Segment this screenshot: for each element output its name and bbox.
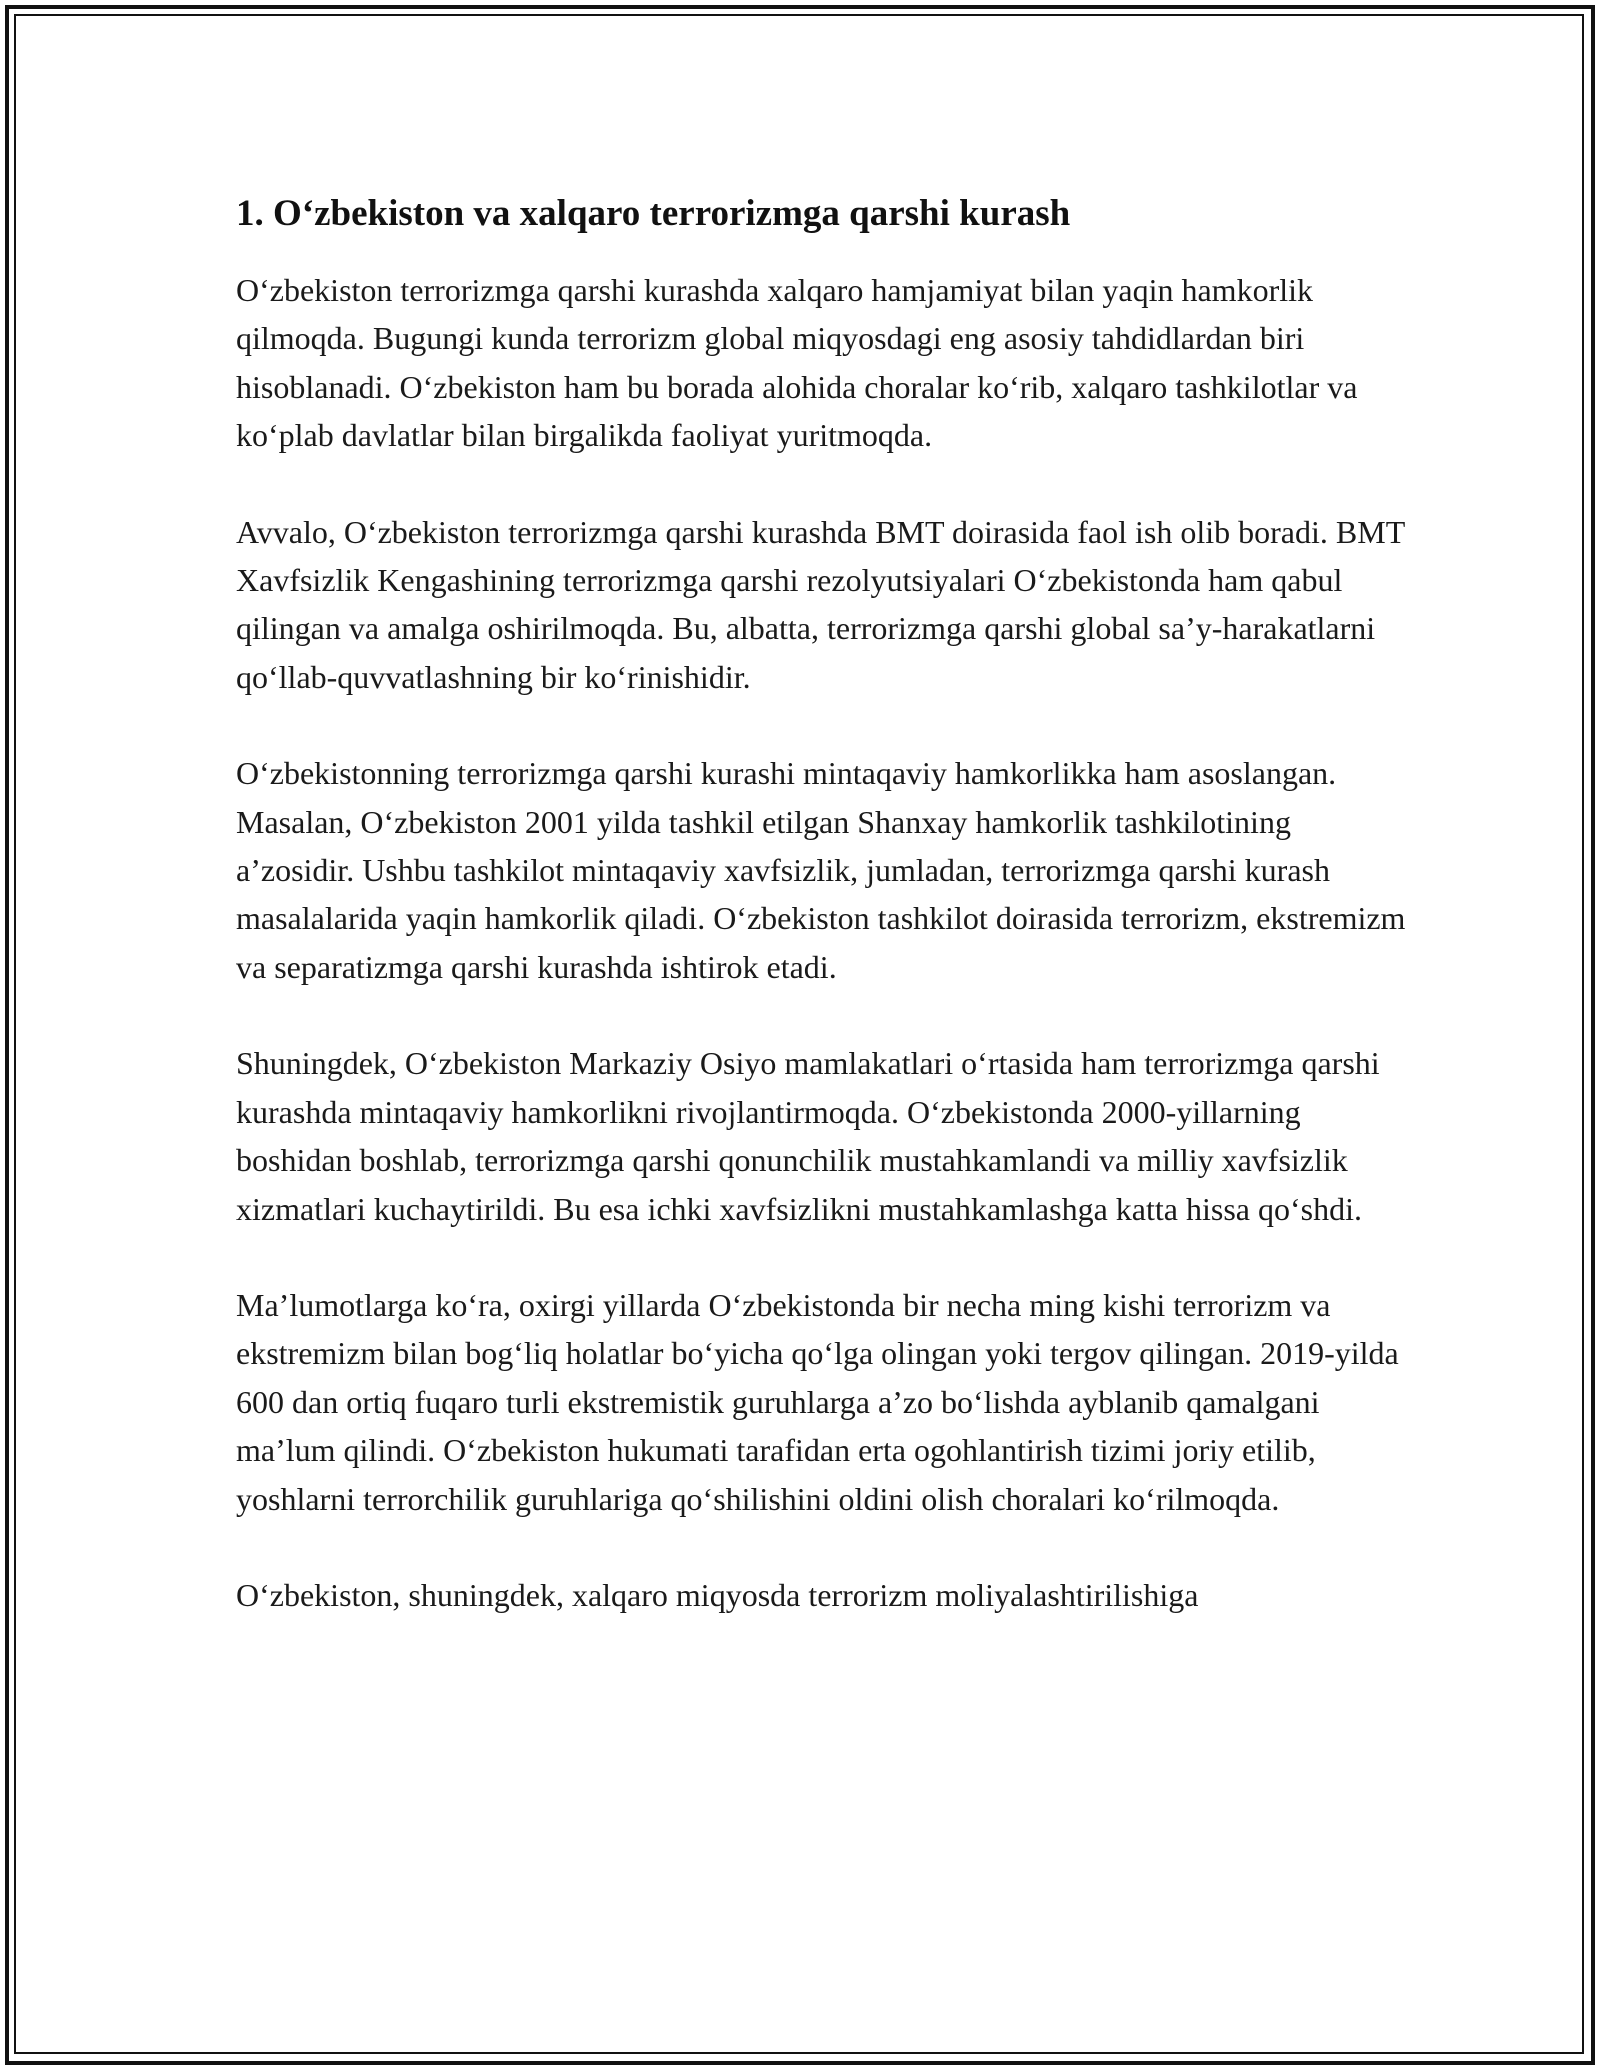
paragraph-3: O‘zbekistonning terrorizmga qarshi kurashi mintaqaviy hamkorlikka ham asoslangan. Masalan, O‘zbekiston 2001 yilda tashkil etilgan Shanxay hamkorlik tashkilotining a’zosidir. Ushbu tashkilot mintaqaviy xavfsizlik, jumladan, terrorizmga qarshi kurash masalalarida yaqin hamkorlik qiladi. O‘zbekiston tashkilot doirasida terrorizm, ekstremizm va separatizmga qarshi kurashda ishtirok etadi. xyxy=(236,755,1406,985)
document-body xyxy=(236,186,1406,1667)
paragraph-4: Shuningdek, O‘zbekiston Markaziy Osiyo mamlakatlari o‘rtasida ham terrorizmga qarshi kurashda mintaqaviy hamkorlikni rivojlantirmoqda. O‘zbekistonda 2000-yillarning boshidan boshlab, terrorizmga qarshi qonunchilik mustahkamlandi va milliy xavfsizlik xizmatlari kuchaytirildi. Bu esa ichki xavfsizlikni mustahkamlashga katta hissa qo‘shdi. xyxy=(236,1045,1380,1227)
paragraph-1: O‘zbekiston terrorizmga qarshi kurashda xalqaro hamjamiyat bilan yaqin hamkorlik qilmoqda. Bugungi kunda terrorizm global miqyosdagi eng asosiy tahdidlardan biri hisoblanadi. O‘zbekiston ham bu borada alohida choralar ko‘rib, xalqaro tashkilotlar va ko‘plab davlatlar bilan birgalikda faoliyat yuritmoqda. xyxy=(236,272,1358,454)
paragraph-2: Avvalo, O‘zbekiston terrorizmga qarshi kurashda BMT doirasida faol ish olib boradi. BMT Xavfsizlik Kengashining terrorizmga qarshi rezolyutsiyalari O‘zbekistonda ham qabul qilingan va amalga oshirilmoqda. Bu, albatta, terrorizmga qarshi global sa’y-harakatlarni qo‘llab-quvvatlashning bir ko‘rinishidir. xyxy=(236,513,1405,695)
paragraph-6: O‘zbekiston, shuningdek, xalqaro miqyosda terrorizm moliyalashtirilishiga xyxy=(236,1576,1199,1613)
section-heading: 1. O‘zbekiston va xalqaro terrorizmga qarshi kurash xyxy=(236,193,1071,234)
paragraph-5: Ma’lumotlarga ko‘ra, oxirgi yillarda O‘zbekistonda bir necha ming kishi terrorizm va ekstremizm bilan bog‘liq holatlar bo‘yicha qo‘lga olingan yoki tergov qilingan. 2019-yilda 600 dan ortiq fuqaro turli ekstremistik guruhlarga a’zo bo‘lishda ayblanib qamalgani ma’lum qilindi. O‘zbekiston hukumati tarafidan erta ogohlantirish tizimi joriy etilib, yoshlarni terrorchilik guruhlariga qo‘shilishini oldini olish choralari ko‘rilmoqda. xyxy=(236,1286,1399,1517)
